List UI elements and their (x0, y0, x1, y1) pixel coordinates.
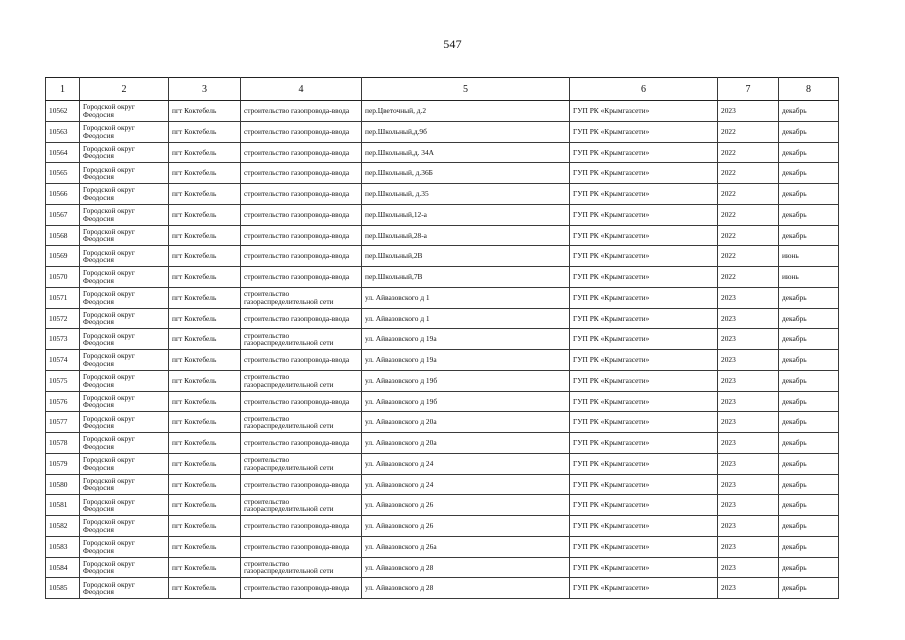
organization-cell: ГУП РК «Крымгазсети» (570, 101, 718, 122)
year-cell: 2023 (718, 453, 779, 474)
work-type-cell: строительство газораспределительной сети (241, 412, 362, 433)
address-cell: ул. Айвазовского д 28 (362, 578, 570, 599)
column-header: 7 (718, 78, 779, 101)
settlement-cell: пгт Коктебель (169, 474, 241, 495)
row-number-cell: 10571 (46, 287, 80, 308)
year-cell: 2023 (718, 516, 779, 537)
municipality-cell: Городской округ Феодосия (80, 225, 169, 246)
municipality-cell: Городской округ Феодосия (80, 163, 169, 184)
table-row (46, 370, 839, 391)
register-table (45, 77, 839, 599)
address-cell: пер.Школьный,12-а (362, 204, 570, 225)
settlement-cell: пгт Коктебель (169, 453, 241, 474)
month-cell: декабрь (779, 370, 839, 391)
year-cell: 2023 (718, 536, 779, 557)
organization-cell: ГУП РК «Крымгазсети» (570, 329, 718, 350)
work-type-cell: строительство газораспределительной сети (241, 557, 362, 578)
settlement-cell: пгт Коктебель (169, 516, 241, 537)
address-cell: пер.Цветочный, д.2 (362, 101, 570, 122)
address-cell: ул. Айвазовского д 24 (362, 453, 570, 474)
organization-cell: ГУП РК «Крымгазсети» (570, 267, 718, 288)
settlement-cell: пгт Коктебель (169, 308, 241, 329)
table-row (46, 163, 839, 184)
table-row (46, 495, 839, 516)
month-cell: декабрь (779, 101, 839, 122)
month-cell: декабрь (779, 204, 839, 225)
row-number-cell: 10583 (46, 536, 80, 557)
address-cell: пер.Школьный,28-а (362, 225, 570, 246)
organization-cell: ГУП РК «Крымгазсети» (570, 184, 718, 205)
year-cell: 2023 (718, 101, 779, 122)
row-number-cell: 10573 (46, 329, 80, 350)
organization-cell: ГУП РК «Крымгазсети» (570, 578, 718, 599)
settlement-cell: пгт Коктебель (169, 495, 241, 516)
month-cell: декабрь (779, 308, 839, 329)
work-type-cell: строительство газопровода-ввода (241, 433, 362, 454)
column-header: 8 (779, 78, 839, 101)
row-number-cell: 10574 (46, 350, 80, 371)
municipality-cell: Городской округ Феодосия (80, 516, 169, 537)
row-number-cell: 10572 (46, 308, 80, 329)
settlement-cell: пгт Коктебель (169, 370, 241, 391)
work-type-cell: строительство газопровода-ввода (241, 163, 362, 184)
municipality-cell: Городской округ Феодосия (80, 246, 169, 267)
organization-cell: ГУП РК «Крымгазсети» (570, 163, 718, 184)
address-cell: ул. Айвазовского д 26 (362, 495, 570, 516)
year-cell: 2022 (718, 184, 779, 205)
settlement-cell: пгт Коктебель (169, 267, 241, 288)
table-row (46, 142, 839, 163)
month-cell: декабрь (779, 453, 839, 474)
municipality-cell: Городской округ Феодосия (80, 204, 169, 225)
municipality-cell: Городской округ Феодосия (80, 474, 169, 495)
settlement-cell: пгт Коктебель (169, 163, 241, 184)
month-cell: декабрь (779, 536, 839, 557)
work-type-cell: строительство газопровода-ввода (241, 516, 362, 537)
table-row (46, 516, 839, 537)
table-body (46, 101, 839, 599)
year-cell: 2022 (718, 267, 779, 288)
year-cell: 2023 (718, 495, 779, 516)
header-row (46, 78, 839, 101)
month-cell: декабрь (779, 412, 839, 433)
organization-cell: ГУП РК «Крымгазсети» (570, 453, 718, 474)
work-type-cell: строительство газопровода-ввода (241, 536, 362, 557)
settlement-cell: пгт Коктебель (169, 391, 241, 412)
table-row (46, 267, 839, 288)
year-cell: 2023 (718, 287, 779, 308)
work-type-cell: строительство газораспределительной сети (241, 370, 362, 391)
month-cell: декабрь (779, 578, 839, 599)
organization-cell: ГУП РК «Крымгазсети» (570, 350, 718, 371)
column-header: 6 (570, 78, 718, 101)
work-type-cell: строительство газопровода-ввода (241, 474, 362, 495)
municipality-cell: Городской округ Феодосия (80, 308, 169, 329)
row-number-cell: 10562 (46, 101, 80, 122)
month-cell: декабрь (779, 163, 839, 184)
row-number-cell: 10564 (46, 142, 80, 163)
municipality-cell: Городской округ Феодосия (80, 101, 169, 122)
organization-cell: ГУП РК «Крымгазсети» (570, 204, 718, 225)
page-number: 547 (443, 37, 462, 51)
table-row (46, 557, 839, 578)
year-cell: 2023 (718, 350, 779, 371)
organization-cell: ГУП РК «Крымгазсети» (570, 536, 718, 557)
address-cell: ул. Айвазовского д 24 (362, 474, 570, 495)
municipality-cell: Городской округ Феодосия (80, 433, 169, 454)
row-number-cell: 10582 (46, 516, 80, 537)
row-number-cell: 10580 (46, 474, 80, 495)
month-cell: декабрь (779, 433, 839, 454)
table-row (46, 536, 839, 557)
organization-cell: ГУП РК «Крымгазсети» (570, 474, 718, 495)
column-header: 4 (241, 78, 362, 101)
municipality-cell: Городской округ Феодосия (80, 142, 169, 163)
address-cell: пер.Школьный, д.35 (362, 184, 570, 205)
municipality-cell: Городской округ Феодосия (80, 557, 169, 578)
municipality-cell: Городской округ Феодосия (80, 121, 169, 142)
address-cell: ул. Айвазовского д 20а (362, 433, 570, 454)
municipality-cell: Городской округ Феодосия (80, 391, 169, 412)
organization-cell: ГУП РК «Крымгазсети» (570, 121, 718, 142)
row-number-cell: 10563 (46, 121, 80, 142)
work-type-cell: строительство газораспределительной сети (241, 287, 362, 308)
settlement-cell: пгт Коктебель (169, 101, 241, 122)
row-number-cell: 10569 (46, 246, 80, 267)
settlement-cell: пгт Коктебель (169, 121, 241, 142)
column-header: 3 (169, 78, 241, 101)
address-cell: ул. Айвазовского д 19а (362, 329, 570, 350)
row-number-cell: 10568 (46, 225, 80, 246)
column-header: 2 (80, 78, 169, 101)
month-cell: декабрь (779, 287, 839, 308)
row-number-cell: 10566 (46, 184, 80, 205)
table-row (46, 329, 839, 350)
year-cell: 2023 (718, 370, 779, 391)
address-cell: пер.Школьный,д.9б (362, 121, 570, 142)
table-row (46, 350, 839, 371)
address-cell: ул. Айвазовского д 26а (362, 536, 570, 557)
work-type-cell: строительство газораспределительной сети (241, 453, 362, 474)
organization-cell: ГУП РК «Крымгазсети» (570, 370, 718, 391)
municipality-cell: Городской округ Феодосия (80, 495, 169, 516)
work-type-cell: строительство газораспределительной сети (241, 495, 362, 516)
work-type-cell: строительство газопровода-ввода (241, 204, 362, 225)
work-type-cell: строительство газопровода-ввода (241, 121, 362, 142)
table-row (46, 433, 839, 454)
organization-cell: ГУП РК «Крымгазсети» (570, 433, 718, 454)
year-cell: 2023 (718, 391, 779, 412)
municipality-cell: Городской округ Феодосия (80, 578, 169, 599)
table-row (46, 101, 839, 122)
address-cell: ул. Айвазовского д 1 (362, 308, 570, 329)
address-cell: ул. Айвазовского д 19б (362, 391, 570, 412)
row-number-cell: 10578 (46, 433, 80, 454)
month-cell: июнь (779, 246, 839, 267)
organization-cell: ГУП РК «Крымгазсети» (570, 557, 718, 578)
address-cell: ул. Айвазовского д 26 (362, 516, 570, 537)
municipality-cell: Городской округ Феодосия (80, 184, 169, 205)
settlement-cell: пгт Коктебель (169, 184, 241, 205)
year-cell: 2022 (718, 225, 779, 246)
month-cell: декабрь (779, 225, 839, 246)
organization-cell: ГУП РК «Крымгазсети» (570, 412, 718, 433)
organization-cell: ГУП РК «Крымгазсети» (570, 516, 718, 537)
table-row (46, 453, 839, 474)
table-row (46, 184, 839, 205)
month-cell: декабрь (779, 516, 839, 537)
year-cell: 2023 (718, 329, 779, 350)
year-cell: 2023 (718, 412, 779, 433)
year-cell: 2023 (718, 433, 779, 454)
row-number-cell: 10576 (46, 391, 80, 412)
municipality-cell: Городской округ Феодосия (80, 287, 169, 308)
organization-cell: ГУП РК «Крымгазсети» (570, 391, 718, 412)
row-number-cell: 10579 (46, 453, 80, 474)
row-number-cell: 10565 (46, 163, 80, 184)
work-type-cell: строительство газопровода-ввода (241, 578, 362, 599)
work-type-cell: строительство газопровода-ввода (241, 350, 362, 371)
address-cell: ул. Айвазовского д 19а (362, 350, 570, 371)
organization-cell: ГУП РК «Крымгазсети» (570, 495, 718, 516)
address-cell: пер.Школьный,д. 34А (362, 142, 570, 163)
month-cell: июнь (779, 267, 839, 288)
month-cell: декабрь (779, 391, 839, 412)
table-row (46, 308, 839, 329)
row-number-cell: 10585 (46, 578, 80, 599)
row-number-cell: 10584 (46, 557, 80, 578)
organization-cell: ГУП РК «Крымгазсети» (570, 246, 718, 267)
work-type-cell: строительство газораспределительной сети (241, 329, 362, 350)
work-type-cell: строительство газопровода-ввода (241, 267, 362, 288)
settlement-cell: пгт Коктебель (169, 225, 241, 246)
address-cell: ул. Айвазовского д 20а (362, 412, 570, 433)
row-number-cell: 10575 (46, 370, 80, 391)
settlement-cell: пгт Коктебель (169, 287, 241, 308)
table-row (46, 391, 839, 412)
year-cell: 2023 (718, 308, 779, 329)
table-row (46, 474, 839, 495)
month-cell: декабрь (779, 557, 839, 578)
month-cell: декабрь (779, 142, 839, 163)
municipality-cell: Городской округ Феодосия (80, 370, 169, 391)
month-cell: декабрь (779, 350, 839, 371)
row-number-cell: 10581 (46, 495, 80, 516)
address-cell: ул. Айвазовского д 1 (362, 287, 570, 308)
table-row (46, 246, 839, 267)
month-cell: декабрь (779, 474, 839, 495)
year-cell: 2023 (718, 557, 779, 578)
settlement-cell: пгт Коктебель (169, 246, 241, 267)
organization-cell: ГУП РК «Крымгазсети» (570, 142, 718, 163)
municipality-cell: Городской округ Феодосия (80, 350, 169, 371)
year-cell: 2022 (718, 121, 779, 142)
municipality-cell: Городской округ Феодосия (80, 267, 169, 288)
address-cell: ул. Айвазовского д 28 (362, 557, 570, 578)
settlement-cell: пгт Коктебель (169, 412, 241, 433)
year-cell: 2022 (718, 246, 779, 267)
work-type-cell: строительство газопровода-ввода (241, 142, 362, 163)
row-number-cell: 10570 (46, 267, 80, 288)
work-type-cell: строительство газопровода-ввода (241, 184, 362, 205)
address-cell: пер.Школьный,2В (362, 246, 570, 267)
municipality-cell: Городской округ Феодосия (80, 329, 169, 350)
table-row (46, 121, 839, 142)
table-row (46, 578, 839, 599)
column-header: 5 (362, 78, 570, 101)
work-type-cell: строительство газопровода-ввода (241, 246, 362, 267)
month-cell: декабрь (779, 495, 839, 516)
settlement-cell: пгт Коктебель (169, 142, 241, 163)
municipality-cell: Городской округ Феодосия (80, 453, 169, 474)
month-cell: декабрь (779, 121, 839, 142)
settlement-cell: пгт Коктебель (169, 204, 241, 225)
year-cell: 2022 (718, 204, 779, 225)
settlement-cell: пгт Коктебель (169, 557, 241, 578)
year-cell: 2023 (718, 578, 779, 599)
settlement-cell: пгт Коктебель (169, 536, 241, 557)
table-row (46, 225, 839, 246)
work-type-cell: строительство газопровода-ввода (241, 225, 362, 246)
work-type-cell: строительство газопровода-ввода (241, 391, 362, 412)
organization-cell: ГУП РК «Крымгазсети» (570, 225, 718, 246)
settlement-cell: пгт Коктебель (169, 433, 241, 454)
address-cell: пер.Школьный, д.36Б (362, 163, 570, 184)
table-row (46, 412, 839, 433)
month-cell: декабрь (779, 184, 839, 205)
row-number-cell: 10577 (46, 412, 80, 433)
month-cell: декабрь (779, 329, 839, 350)
column-header: 1 (46, 78, 80, 101)
work-type-cell: строительство газопровода-ввода (241, 101, 362, 122)
organization-cell: ГУП РК «Крымгазсети» (570, 308, 718, 329)
organization-cell: ГУП РК «Крымгазсети» (570, 287, 718, 308)
settlement-cell: пгт Коктебель (169, 350, 241, 371)
work-type-cell: строительство газопровода-ввода (241, 308, 362, 329)
address-cell: ул. Айвазовского д 19б (362, 370, 570, 391)
year-cell: 2022 (718, 142, 779, 163)
year-cell: 2023 (718, 474, 779, 495)
settlement-cell: пгт Коктебель (169, 578, 241, 599)
table-row (46, 204, 839, 225)
municipality-cell: Городской округ Феодосия (80, 412, 169, 433)
year-cell: 2022 (718, 163, 779, 184)
settlement-cell: пгт Коктебель (169, 329, 241, 350)
row-number-cell: 10567 (46, 204, 80, 225)
municipality-cell: Городской округ Феодосия (80, 536, 169, 557)
address-cell: пер.Школьный,7В (362, 267, 570, 288)
table-row (46, 287, 839, 308)
